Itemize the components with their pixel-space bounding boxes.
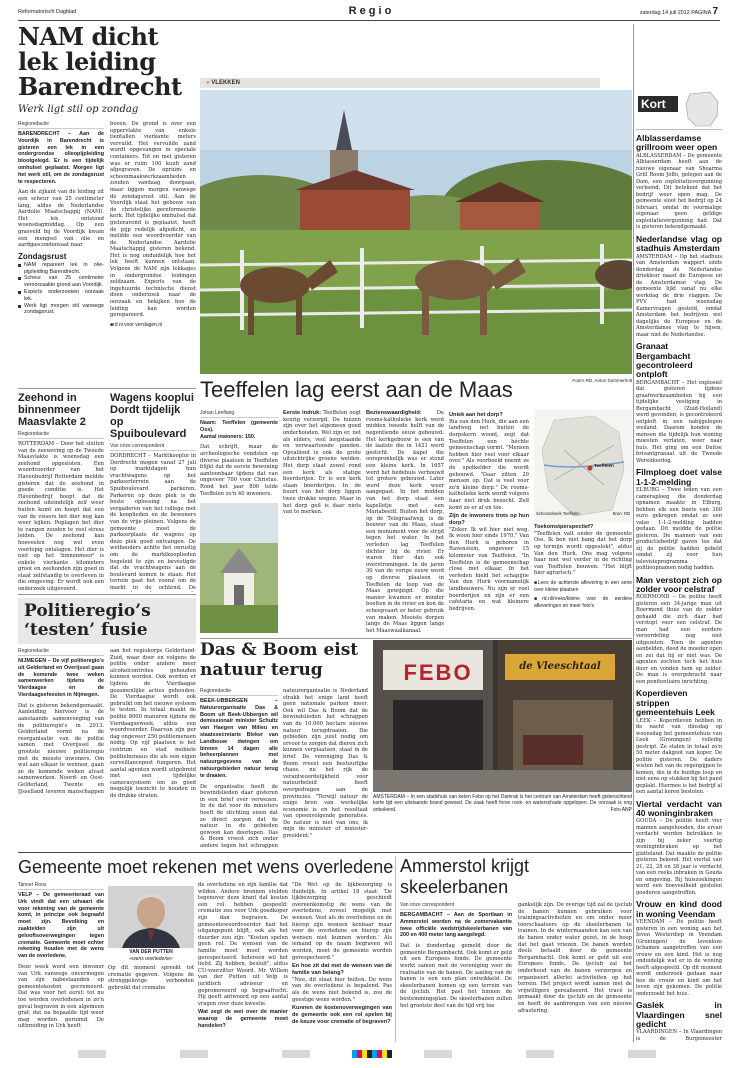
date: zaterdag 14 juli 2012	[639, 10, 690, 16]
article-wagens	[110, 392, 196, 592]
question: Kunnen de kostenoverwegingen van de gemeente ook een rol spelen bij de keuze voor crematie of begraven?	[292, 1005, 392, 1025]
box-title: Zondagsrust	[18, 251, 67, 261]
kort-text: VEENDAM – De politie heeft gisteren in een woning aan het Ieven Westerdiep in Veendam (Groningen) de levenloze lichamen aangetroffen van een vrouw en een kind. Het is nog onduidelijk wat er in de woning heeft afgespeeld. Op dit moment wordt onderzoek gedaan naar hoe de vrouw en kind om het leven zijn gekomen. De politie onderzoekt het huis.	[636, 919, 722, 997]
body: Dat is donderdag gemeld door de gemeente Bergambacht. Ook komt er geld uit een Europees fonds. De gemeente werkt samen met de vereniging voor de realisatie van de banen. De aanleg van de banen is een een plan ontwikkeld. De skeelerbanen komen op een terrein van de ijsclub. Het past het binnen de bestemmingsplan. De skeelerbanen zullen het grootste deel van de tijd vrij toe	[400, 943, 512, 1009]
kort-item	[636, 900, 722, 997]
gemeente-col2	[108, 886, 194, 1042]
body: DORDRECHT – Marktkooplui in Dordrecht mogen vanaf 27 juli op marktdagen hun vrachtwagens op het parkeerterrein aan de Spuiboulevard parkeren. Parkeren op deze plek is de beste oplossing na het vergaderen van het college met de kooplieden en de bewoners van de vrije pleinen. Volgens de gemeente moet de parkeerplaats de wagens op deze plek goed ontvangen. De wethouders achtte het onrustig om de marktkooplieden begeleid te zijn en bevestigde dat de vrachtwagens aan de boulevard komen te staan. Het terrein gaat het vooral om de markt in de ochtend. De	[110, 453, 196, 591]
ammerstol-headline: Ammerstol krijgt skeelerbanen	[400, 856, 530, 897]
kort-text: ALBLASSERDAM – De gemeente Alblasserdam heeft aan de nieuwe eigenaar van Shoarma Grill Room Joffo, gelegen aan de Dam, een exploitatievergunning verleend. Dit betekent dat het bedrijf weer open mag. De gemeente sloot het bedrijf op 24 februari, omdat de voormalige eigenaar geen geldige exploitatievergunning had. Dat is gisteren bekendgemaakt.	[636, 152, 722, 231]
body: "Teeffelen valt onder de gemeente Oss. Ik ben niet bang dat het dorp op termijn wordt opgeslokt", aldus Van den Hurk. Ons mag volgens haar niet wel verder in de richting van Teeffelen bouwen. "Het blijft hier agrarisch."	[534, 530, 632, 577]
febo-photo	[373, 640, 632, 792]
article-nam	[18, 24, 196, 380]
map-caption: Schoonebeek Teeffelen	[536, 511, 580, 516]
gemeente-col1	[18, 882, 104, 1042]
bullet: Werk ligt morgen stil vanwege zondagsrust.	[18, 303, 104, 317]
body: "Zeker. Ik wil hier niet weg. Ik woon hier sinds 1970." Van den Hurk is geboren in Ravenstein, ongeveer 15 kilometer van Teeffelen. "In Teeffelen is de gemeenschap close met elkaar. In het verleden hield het schapijne Van den Hurk voornamelijk landbouwers. Nu zijn er veel boerderijen en zijn er een cafetaria en wat kleinere bedrijven.	[449, 526, 529, 612]
byline: Van onze correspondent	[400, 902, 512, 910]
vlekken-headline: Teeffelen lag eerst aan de Maas	[200, 377, 513, 402]
kort-headline: Koperdieven strippen gemeentehuis Leek	[636, 688, 715, 718]
photo-chapel	[200, 503, 278, 633]
portrait-caption: VAN DER PUTTEN	[129, 949, 173, 955]
print-mark	[628, 1050, 656, 1058]
kort-text: ELBURG – Twee leden van een cameraploeg die donderdag opnamen maakte in Elburg, hebben elk een boete van 300 euro gekregen omdat ze een valse 1-1-2-melding hadden gedaan. Dit meldde de politie gisteren. De mannen van een productiebedrijf gaven toe dat zij de politie hadden gebeld omdat zij voor hun televisieprogramma politieopnamen nodig hadden.	[636, 487, 722, 572]
vlekken-col3	[366, 410, 444, 640]
byline: Regioredactie	[200, 688, 278, 696]
web-link[interactable]: ■ rd.nl voor verslagen.nl	[110, 322, 196, 329]
kort-text: AMSTERDAM – Op het stadhuis van Amsterdam wappert sinds donderdag de Nederlandse driekleur naast de Europese en de Amsterdamse vlag. De gemeente lijkt vanaf nu elke werkdag de drie vlaggen. De PVV had woensdag Kamervragen gesteld, omdat Amsterdam het bedrijven wel dagelijks de Europese en de Amsterdamse vlag te hijsen, maar niet de Nederlandse.	[636, 253, 722, 338]
das-headline: Das & Boom eist natuur terug	[200, 640, 359, 680]
question: Bezienswaardigheid:	[366, 410, 422, 416]
kort-item	[636, 468, 722, 571]
question: Uniek aan het dorp?	[449, 412, 503, 418]
byline: Regioredactie	[18, 121, 104, 129]
lead: VELP – De gemeenteraad van Urk vindt dat een uitvaart die voor rekening van de gemeente komt, in principe ook begraafd moet zijn. Bevolking en zaaktelden zijn uit gelooftsoverwegingen tegen crematie. Gemeente moet echter rekening houden met de wens van de overledene.	[18, 892, 104, 960]
label: Naam:	[200, 420, 217, 426]
byline: Tanner Roos	[18, 882, 104, 890]
bullet: NAM repareert lek in olie-pijpleiding Barendrecht.	[18, 262, 104, 276]
headline: Zeehond in binnenmeer Maasvlakte 2	[18, 392, 86, 428]
vlekken-col2	[283, 410, 361, 640]
ammerstol-col1	[400, 902, 512, 1042]
photo-credit: Foto's RD, Anton Dommerholt	[572, 378, 632, 383]
article-zeehond	[18, 392, 104, 592]
body: Teeffelen oogt keurig verzorgd. De huizen zijn over het algemeen goed onderhouden. Wel zijn er, net als elders, veel leegstaande en verwaarloosde panden. Opvallend is ook de grote uitzichtrijke groene weiden. Het dorp staat zowel rond een kerk als statige boerderijen. Er is een kerk staan boerderijen. In de buurt van het dorp liggen twee drukke wegen. Maar in het dorp geil is daar niets van te merken.	[283, 410, 361, 516]
body: Op dit moment spreekt tot crematie gegeven. Volgens de strenggelovige verbonden gebruikt dat crematie	[108, 965, 194, 991]
byline: Regioredactie	[18, 648, 104, 656]
body: Ria van den Hurk, die aan een landweg net buiten de dorpskern woont, zegt dat Teeffelen een héchte gemeenschap vormt. "Mensen hebben hier veel voor elkaar over." Als voorbeeld noemt ze de spotkelder die wordt gebouwd. "Daar zitten 29 mensen op. Dat is veel voor zo'n kleine dorp." De rooms-katholieke kerk wordt volgens haar niet druk bezocht. Zelf komt ze er af en toe.	[449, 418, 529, 511]
kort-title: Kort	[638, 96, 678, 112]
body: Dat schrijft, maar de archeologische vondsten op diverse plaatsen in Teeffelen blijkt dat de eerste bewoning aantoonbaar tijdens dat van ongeveer 700 voor Christus. Rond het jaar 800 telde Teeffelen zo'n 40 inwoners.	[200, 444, 278, 497]
question: En hoe zit dat met de wensen van de familie van belang?	[292, 963, 392, 976]
gemeente-col3	[198, 882, 288, 1042]
kort-item	[636, 576, 722, 686]
kort-headline: Viertal verdacht van 40 woninginbraken	[636, 798, 722, 818]
body: ROTTERDAM – Door het sluiten van de zeewering op de Tweede Maasvlakte is woensdag een zeehond opgesloten. Een woordvoerder van het Havenbedrijf Rotterdam meldde gisteren dat de zeehond in goede conditie is. Het Havenbedrijf hoopt dat de zeehond uiteindelijk zelf weer buiten komt en hoopt dat een van de vissers het dier nog kan weer kijken. Poplagen het dier te vangen zouden te veel stress leiden. De zeehond kan hoeveelen nog wel even voorlopig ontslagen. Het dier is niet op het 'binnenmeer' is enkele vierkante kilometers groot en zeehonden zijn goed in staat zelfstandig te overleven in die omgeving. Er wordt ook een onderzoek uitgevoerd.	[18, 441, 104, 592]
headline: Wagens kooplui Dordt tijdelijk op Spuiboulevard	[110, 392, 194, 440]
article-politie	[18, 598, 196, 850]
lead: BEEK-UBBERGEN – Natuurorganisatie Das & Boom uit Beek-Ubbergen wil demissionair minister Schultz van Haegen van Milieu en staatssecretaris Bleker van Landbouw dwingen om binnen 14 dagen alle beheerplannen met natuurgegevens van de natuurgebieden natuur terug te draaien.	[200, 698, 278, 779]
nam-headline: NAM dicht lek leiding Barendrecht	[18, 24, 182, 101]
body: "De Wet op de lijkbezorging is duidelijk. In artikel 18 staat: 'De lijkbezorging geschiedt overeenkomstig de wens van de overledene, zoveel mogelijk met wensen. Veel als de overledene en de hierop zijn wensen kenbaar maar voor de overledene en hierop zijn wensen niet kunnen worden.' Als iemand op de naam begraven wil worden, moet de gemeente worden gerespecteerd."	[292, 882, 392, 961]
village-photo	[200, 90, 632, 374]
kort-text: ROERMOND – De politie heeft gisteren een 34-jarige man uit Roermond thuis van de zolder gehaald die zich daar had verstopt voor een celstraf. De man had een eerdere veroordeling nog niet uitgezeten. Toen de agenten aanbelden, deed de moeder open en zei dat hij er niet was. De agenten zochten toch het huis door en vonden hem op zolder. De man is overgebracht naar een penitentiaire inrichting.	[636, 594, 722, 685]
portrait-quote: «wens overledene»	[129, 955, 173, 962]
vlekken-col5	[534, 410, 632, 640]
print-mark	[282, 1050, 310, 1058]
web-link[interactable]: ■ Lees de achterste aflevering in een serie over kleine plaatsen	[534, 580, 632, 593]
kort-headline: Nederlandse vlag op stadhuis Amsterdam	[636, 233, 722, 254]
body: boven. De grond is over een oppervlakte van enkele tientallen vierkante meters vervuild. Het vervuilde zand wordt opgevangen in speciale containers. Tot en met gisteren was er ruim 100 kuub zand afgegraven. De opruim- en schoonmaakwerkzaamheden zouden vandaag doorgaan, maar liggen morgen vanwege de zondagsrust stil. Aan de Voordijk staat het gebouw van de christelijke gereformeerde kerk. Het tijdelijke omhulsel dat gisteravond is geplaatst, heeft de pijp redelijk afgedicht, zo meldde een woordvoerder van de Nederlandse Aardolie Maatschappij gisteren bekend. Het is nog onduidelijk hoe het lek heeft kunnen ontstaan. Volgens de NAM zijn lekkages in ondergrondse leidingen zeldzaam. Experts van de ingehuurde technische dienst doen onderzoek naar de oorzaak en bekijken hoe de leiding kan worden gerepareerd.	[110, 121, 196, 319]
lead: BARENDRECHT – Aan de Voordijk in Barendrecht is gisteren een lek in een ondergrondse olieopijpleiding blootgelegd. Er is een tijdelijk omhulsel geplaatst. Morgen ligt het werk stil, om de zondagsrust te respecteren.	[18, 131, 104, 185]
kort-headline: Gaslek in Vlaardingen snel gedicht	[636, 1000, 722, 1030]
headline: Politieregio’s ‘testen’ fusie	[24, 601, 151, 640]
web-link[interactable]: ■ rd.nl/reeks/kleine voor de eerdere afleveringen en meer foto's	[534, 596, 632, 609]
netherlands-map	[534, 410, 632, 522]
netherlands-outline-icon	[682, 90, 722, 128]
section-title: R e g i o	[348, 5, 392, 17]
bullet: Scheur van 25 centimeter veroorzaakte grond aan Voordijk.	[18, 275, 104, 289]
print-mark	[526, 1050, 554, 1058]
kort-header	[636, 90, 722, 130]
print-mark	[78, 1050, 106, 1058]
body: De rooms-katholieke kerk werd midden tweede helft van de negentiende eeuw gebouwd. Het kerkgebouw is een van de laatste die in 1421 werd gesticht. De kapel die oorspronkelijk was er stond een kleine kerk. In 1657 werd het bedehuis verbouwd tot grotere gebouwd. Later werd deze kerk weer aangepast. In het midden van het dorp staat een kapelletje met een Mariabeeld. Buiten het dorp, op de Telegraafweg, is de bouwer van de Maas, staat een monument voor de strijd tegen het water. In het verleden lag Teeffelen dichter bij de rivier. Er waren hier dan ook overstromingen. In de jaren 30 van de vorige eeuw werd op diverse plaatsen in Teeffelen de loop van de Maas gewijzigd. Op die manier kwamen er minder boelten in de rivier en kon de scheepvaart er beter gebruik van maken. Mooiste dorpen langs de Maas liggen langs het Maaswaalkanaal.	[366, 410, 444, 634]
page-number: 7	[712, 6, 718, 17]
print-mark	[424, 1050, 452, 1058]
das-col2: natuurorganisatie is Nederland strakk het enige land heeft geen nationale parken meer. Ook wil Das & Boom dat de bewindslieden het schrappen van de 10.000 hectare nieuwe natuur terugdraaien. Die gebieden zijn juist nodig om ervoor te zorgen dat dieren zich kunnen verplaatsen, staat in de brief. De vereniging Das & Boom vreest een bestuurlijke chaos, nu het rijk de verantwoordelijkheid voor natuurbeleid heeft overgedragen aan de provincies. "Terwijl natuur de enige bron van werkelijke economie is en het resultaat van opeenvolgende generaties. De natuur is niet van ons, ik mijn de minister of minister-president."	[283, 688, 368, 840]
kort-headline: Alblasserdamse grillroom weer open	[636, 133, 718, 153]
das-col1	[200, 688, 278, 850]
photo-village-horses	[200, 90, 632, 374]
kort-item	[636, 235, 722, 338]
lead: NIJMEGEN – De vijf politieregio's uit Gelderland en Overijssel gaan de komende twee weken samenwerken tijdens de Vierdaagse en de Vierdaagsefeesten in Nijmegen.	[18, 658, 104, 698]
shop-sign: de Vleeschtaal	[519, 661, 601, 672]
kort-item	[636, 689, 722, 795]
question: Wat zegt de wet over de manier waarop de gemeente moet handelen?	[198, 1009, 288, 1029]
gemeente-headline: Gemeente moet rekenen met wens overledene	[18, 857, 394, 877]
photo-credit: Foto ANP	[610, 806, 632, 813]
febo-sign: FEBO	[403, 660, 473, 685]
body: Deze week werd een inwoner van Urk vanwege onvermogen van zijn nabestaanden op gemeentekosten gecremeerd. Dat was voor het eerst: tot nu toe werden overledenen in zo'n geval begraven in een algemeen graf, dat na bepaalde tijd weer mag worden geruimd. De uitbreiding in Urk heeft	[18, 963, 104, 1030]
value: 150.	[244, 433, 256, 440]
kort-item	[636, 1001, 722, 1042]
color-bar	[352, 1050, 392, 1058]
kort-headline: Filmploeg doet valse 1-1-2-melding	[636, 467, 722, 487]
vlekken-col1	[200, 410, 278, 640]
ammerstol-col2: gankelijk zijn. De overige tijd zal de ijsclub de banen kunnen gebruiken voor trainingsactiviteiten en om onder meer toerschaatsers op de skeelerbanen te trainen. In de wintermaanden kan een van de banen onder water gezet, in de hoop dat het gaat vriezen. De banen worden deels betaald door de gemeente Bergambacht. Ook komt er geld uit een Europees fonds. De ijsclub zal het onderhoud van de banen verzorgen en organiseert allerlei activiteiten op het terrein. Het project wordt samen met de vrijwilligers gerealiseerd. Het tracé is gemaakt door de ijsclub en de gemeente en heeft de aanbrengen van een nieuwe afrastering.	[518, 902, 632, 1014]
body: De organisatie heeft de bewindslieden daar gisteren in een brief over verwezen. In de dat voor de ministers heeft de stichting eisen dat ze direct zorgen dat de natuur in de gebieden gewoon kan doorlopen. Das & Boom vreest zich onder andere tegen het schrappen	[200, 783, 278, 849]
body: Dat is gisteren bekendgemaakt. Aanleiding hiervoor is de aanstaande samenvoeging van de politieregio's in 2013. Gelderland vormt na de reorganisatie van de politie samen met Overijssel de grootste nieuwe politieregio met de meeste inwoners. Om wat aan elkaar te wennen, gaan ze de komende weken alvast samenwerken. Noord- en Oost-Gelderland, Twente en IJsselland leveren manschappen aan het regiokorps Gelderland-Zuid, waar door en volgens de politie onder andere meer alcoholcontroles gehouden kunnen worden. Ook worden er tijdens de Vierdaagse gezamenlijke acties gehouden. De Vierdaagse wordt ook gebruikt om het nieuwe systeem te testen. In totaal maakt de politie 8000 manuren tijdens de Vierdaagseweek, aldus een woordvoerder. Daarvan zijn per dag ongeveer 250 politiemensen nodig. Op vijf plaatsen is het centrum en stad mobiele politiebureaus die als een eigen surveillancepost fungeren. Het aantal agenten wordt uitgebreid met een tijdelijke camerasysteem om zo goed mogelijk toezicht te houden in de drukke straten.	[18, 648, 196, 800]
page-label: PAGINA	[691, 10, 711, 16]
tag-dot-icon: ●	[206, 80, 212, 86]
vlekken-tag: ● VLEKKEN	[206, 80, 240, 86]
kort-item	[636, 342, 722, 464]
value: Teeffelen (gemeente Oss).	[200, 420, 278, 433]
map-inset	[283, 522, 361, 632]
kort-item	[636, 800, 722, 897]
map-label: Teeffelen	[594, 463, 614, 468]
byline: Johan Leeflang	[200, 410, 278, 418]
vlekken-col4	[449, 410, 529, 640]
nam-subhead: Werk ligt stil op zondag	[18, 104, 139, 115]
question: Eerste indruk:	[283, 410, 322, 416]
febo-caption	[373, 794, 632, 822]
body: "Nee, dit staat hier buiten. De wens van de overledene is bepalend. Pas als de wens niet bekend is, zou de geestige wens worden."	[292, 976, 392, 1003]
byline: Van onze correspondent	[110, 443, 196, 451]
kort-text: LEEK – Koperdieven hebben in de nacht van dinsdag op woensdag het gemeentehuis van Leek (Groningen) volledig gestript. Ze stalen in totaal zo'n 50 meter dakgoot van koper. De politie gisteren. De daders wisten het van de regenpijpen te komen, die in de huidige loop en niet eens op stukken bij het pand geplakt. Hiermee is het bedrijf al een aantal keren bestolen.	[636, 717, 722, 796]
lead: BERGAMBACHT – Aan de Sportlaan in Ammerstol worden na de zomervakantie twee officiële wedstrijdskeelerbanen van 200 en 400 meter lang aangelegd.	[400, 912, 512, 939]
kort-list	[636, 134, 722, 1042]
bullet: Experts onderzoeken oorzaak lek.	[18, 289, 104, 303]
chapel-photo	[200, 503, 278, 633]
kort-text: GOUDA – De politie heeft vier mannen aangehouden, die ervan verdacht worden betrokken te zijn bij zeker veertig woninginbraken op het platteland. Dat maakte de politie gisteren bekend. Het viertal van 21, 22, 28 en 38 jaar is verdacht van een reeks inbraken in Gouda en omgeving. Bij huiszoekingen werd een hoeveelheid gestolen goederen aangetroffen.	[636, 818, 722, 896]
question: Zijn de inwoners trots op hun dorp?	[449, 513, 529, 526]
portrait-photo	[108, 886, 194, 948]
caption: AMSTERDAM – In een stadshuis van keten Febo op het Damrak is het centrum van Amsterdam heeft gisterochtend korte tijd een uitstaande brand gewoed. De zaak heeft forse rook- en waterschade opgelopen. De oorzaak is nog onbekend.	[373, 794, 632, 813]
kort-item	[636, 134, 722, 231]
kort-headline: Man verstopt zich op zolder voor celstraf	[636, 574, 722, 594]
kort-headline: Granaat Bergambacht gecontroleerd ontploft	[636, 341, 693, 380]
portrait-van-der-putten	[108, 886, 194, 948]
newspaper-name: Reformatorisch Dagblad	[18, 9, 77, 15]
kort-text: VLAARDINGEN – In Vlaardingen is de Burgemeester	[636, 1029, 722, 1042]
question: Toekomstperspectief?	[534, 524, 594, 530]
gemeente-col4	[292, 882, 392, 1042]
print-mark	[180, 1050, 208, 1058]
body: Aan de zijkant van de leiding zit een scheur van 25 centimeter lang, aldus de Nederlandse Aardolie Maatschappij (NAM). Het lek ontstond woensdagmiddag. Op een grasveld bij de Voordijk kwam een mengsel van olie en aardgascondensaat naar	[18, 189, 104, 249]
label: Aantal inwoners:	[200, 433, 244, 440]
body: de overledene en zijn familie dat wilden. Andere bronnen stelden tegenover deze krant dat kosten een rol hebben gespeeld: crematie zou voor Urk goedkoper zijn dan begraven. De gemeentewoordvoerder had het uitgangspunt blijft, ook als het duurder zou zijn: "Kosten spelen geen rol. De wensen van de familie moet moet worden gerespecteerd. Iedereen wil het liefst. Zij hebben, besluit", aldus CU-voorzitter Woord. Mr. Willem van der Putten uit Velp is juridisch adviseur en gepromoveerd op begraafrecht. Hij geeft antwoord op een aantal vragen over deze kwestie.	[198, 882, 288, 1007]
kort-headline: Vrouw en kind dood in woning Veendam	[636, 899, 722, 919]
kort-sidebar	[636, 90, 722, 1042]
page-date	[586, 5, 718, 19]
byline: Regioredactie	[18, 431, 104, 439]
kort-text: BERGAMBACHT – Het explosief dat gisteren tijdens graafwerkzaamheden bij een tijdelijke vestiging in Bergambacht (Zuid-Holland) werd gevonden, is gecontroleerd ontploft in een nabijgelegen weiland. Daarom konden de mensen die tijdelijk hun woning moesten verlaten, weer naar huis. Het ging om een Duitse brisantgranaat uit de Tweede Wereldoorlog.	[636, 379, 722, 464]
map-source: Bron: RD	[612, 511, 630, 516]
